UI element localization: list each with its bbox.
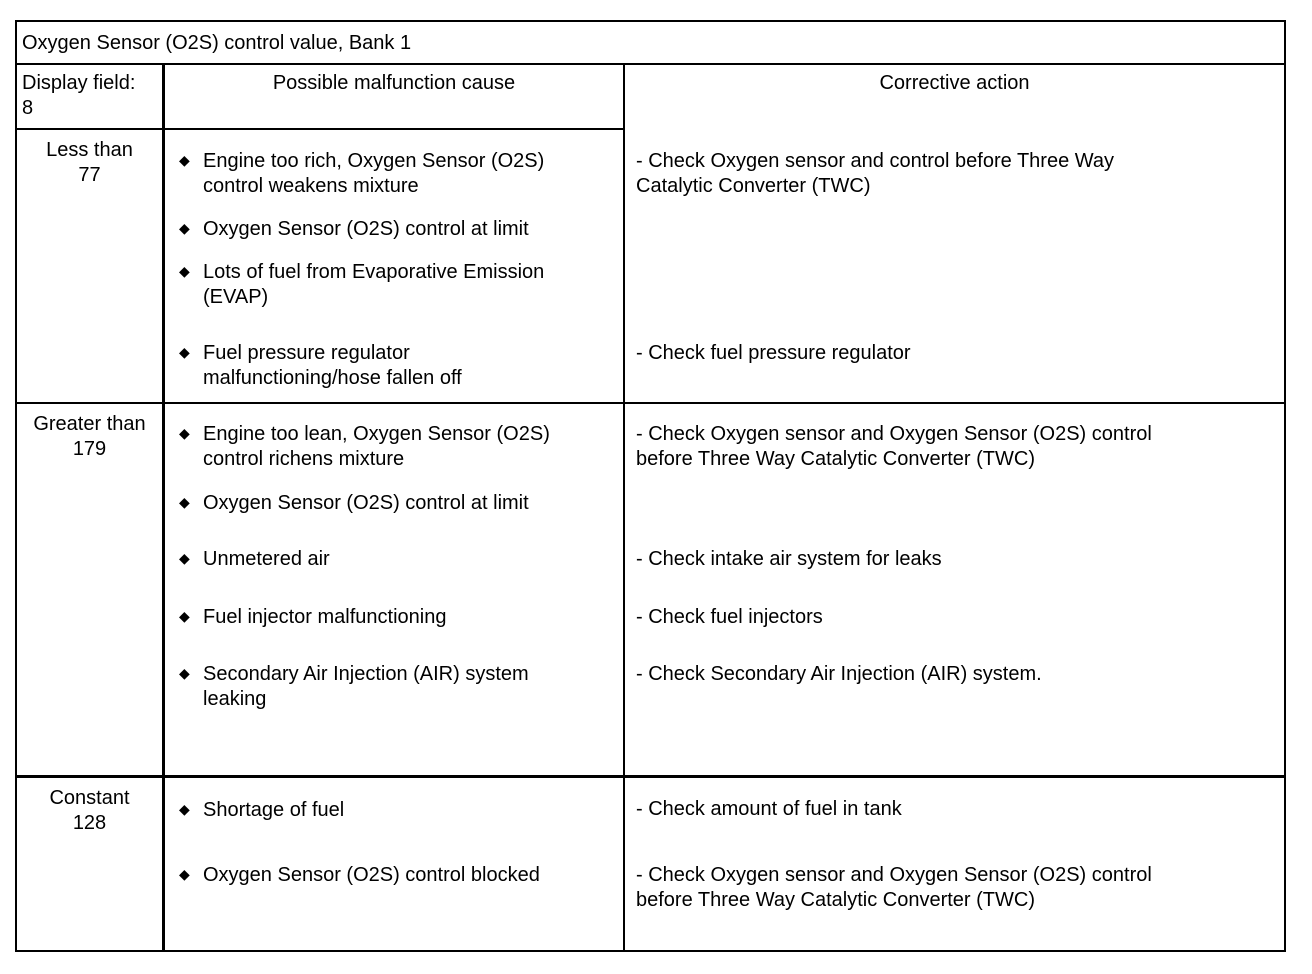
action-item: [636, 547, 942, 572]
diamond-bullet-icon: ◆: [179, 608, 190, 624]
action-line: - Check amount of fuel in tank: [636, 798, 902, 820]
action-line: - Check Oxygen sensor and Oxygen Sensor (O2S) control: [636, 864, 1152, 886]
action-line: - Check intake air system for leaks: [636, 548, 942, 570]
cause-line: control richens mixture: [203, 448, 405, 470]
table-border-bottom: [15, 950, 1286, 952]
action-item: [636, 662, 1042, 687]
diamond-bullet-icon: ◆: [179, 425, 190, 441]
diamond-bullet-icon: ◆: [179, 866, 190, 882]
cause-line: Fuel injector malfunctioning: [203, 606, 447, 628]
action-line: - Check fuel pressure regulator: [636, 342, 911, 364]
diamond-bullet-icon: ◆: [179, 665, 190, 681]
row-separator-1: [15, 402, 1286, 404]
action-item: [636, 422, 1152, 472]
diamond-bullet-icon: ◆: [179, 152, 190, 168]
title-separator: [15, 63, 1286, 65]
row-display-value: [17, 786, 162, 836]
cause-line: Oxygen Sensor (O2S) control blocked: [203, 864, 540, 886]
cause-line: control weakens mixture: [203, 175, 419, 197]
cause-line: leaking: [203, 688, 267, 710]
diamond-bullet-icon: ◆: [179, 344, 190, 360]
action-item: [636, 149, 1114, 199]
action-line: before Three Way Catalytic Converter (TWC): [636, 448, 1035, 470]
row-display-line1: Less than: [46, 139, 133, 161]
row-separator-2: [15, 775, 1286, 778]
header-separator-left: [15, 128, 625, 130]
action-line: - Check Oxygen sensor and control before Three Way: [636, 150, 1115, 172]
cause-line: (EVAP): [203, 286, 269, 308]
action-line: Catalytic Converter (TWC): [636, 175, 871, 197]
header-cause: Possible malfunction cause: [272, 72, 516, 94]
table-border-top: [15, 20, 1286, 22]
diamond-bullet-icon: ◆: [179, 263, 190, 279]
col-separator-2: [623, 63, 625, 952]
cause-line: Shortage of fuel: [203, 799, 345, 821]
header-display-field: [22, 71, 135, 121]
action-line: - Check Oxygen sensor and Oxygen Sensor (O2S) control: [636, 423, 1152, 445]
diamond-bullet-icon: ◆: [179, 494, 190, 510]
action-item: [636, 863, 1152, 913]
cause-line: Engine too lean, Oxygen Sensor (O2S): [203, 423, 550, 445]
header-display-field-line2: 8: [22, 97, 34, 119]
col-separator-1: [162, 63, 165, 952]
cause-line: malfunctioning/hose fallen off: [203, 367, 462, 389]
cause-line: Secondary Air Injection (AIR) system: [203, 663, 529, 685]
action-line: - Check Secondary Air Injection (AIR) system.: [636, 663, 1042, 685]
row-display-value: [17, 412, 162, 462]
row-display-value: [17, 138, 162, 188]
header-action: Corrective action: [879, 72, 1030, 94]
diamond-bullet-icon: ◆: [179, 220, 190, 236]
cause-line: Unmetered air: [203, 548, 330, 570]
diamond-bullet-icon: ◆: [179, 801, 190, 817]
row-display-line2: 128: [72, 812, 107, 834]
cause-line: Engine too rich, Oxygen Sensor (O2S): [203, 150, 545, 172]
cause-line: Oxygen Sensor (O2S) control at limit: [203, 492, 529, 514]
action-item: [636, 341, 911, 366]
row-display-line1: Greater than: [33, 413, 146, 435]
table-border-right: [1284, 20, 1286, 952]
action-line: - Check fuel injectors: [636, 606, 823, 628]
cause-line: Oxygen Sensor (O2S) control at limit: [203, 218, 529, 240]
row-display-line2: 77: [78, 164, 101, 186]
table-title: Oxygen Sensor (O2S) control value, Bank 1: [22, 32, 412, 54]
diamond-bullet-icon: ◆: [179, 550, 190, 566]
action-item: [636, 797, 902, 822]
row-display-line1: Constant: [49, 787, 130, 809]
cause-line: Lots of fuel from Evaporative Emission: [203, 261, 545, 283]
action-item: [636, 605, 823, 630]
cause-line: Fuel pressure regulator: [203, 342, 410, 364]
row-display-line2: 179: [72, 438, 107, 460]
header-display-field-line1: Display field:: [22, 72, 136, 94]
action-line: before Three Way Catalytic Converter (TWC): [636, 889, 1035, 911]
